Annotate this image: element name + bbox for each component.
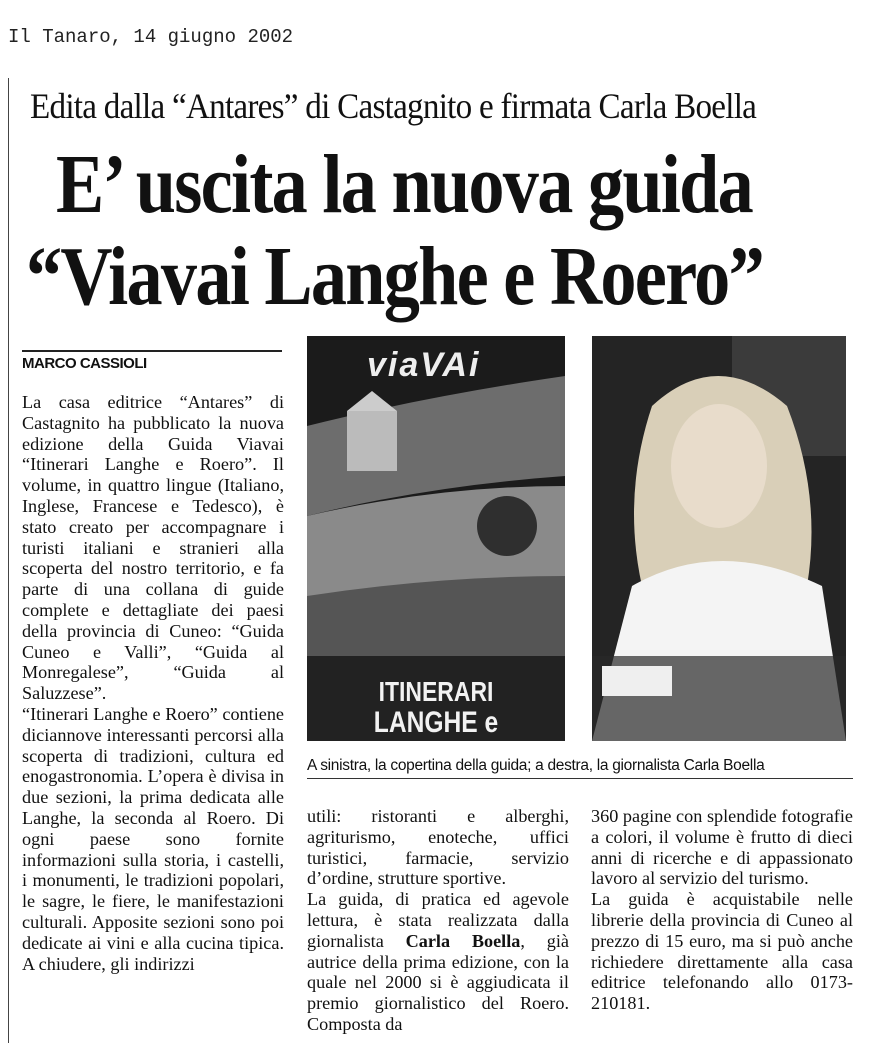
byline: MARCO CASSIOLI xyxy=(22,350,282,372)
paragraph: La casa editrice “Antares” di Castagnito ha pubblicato la nuova edizione della Guida Viavai “Itinerari Langhe e Roero”. Il volume, in quattro lingue (Italiano, Inglese, Francese e Tedesco), è stato creato per accompagnare i turisti italiani e stranieri alla scoperta del nostro territorio, e fa parte di una collana di guide complete e dettagliate dei paesi della provincia di Cuneo: “Guida Cuneo e Valli”, “Guida al Monregalese”, “Guida al Saluzzese”. xyxy=(22,392,284,704)
paragraph: 360 pagine con splendide fotografie a colori, il volume è frutto di dieci anni di ricerche e di appassionato lavoro al servizio del turismo. xyxy=(591,806,853,889)
portrait-artwork xyxy=(592,336,846,741)
cover-title-2: LANGHE e xyxy=(373,706,499,739)
column-left xyxy=(22,392,284,974)
cover-photo xyxy=(307,336,565,741)
paragraph: utili: ristoranti e alberghi, agriturismo, enoteche, uffici turistici, farmacie, servizio d’ordine, strutture sportive. xyxy=(307,806,569,889)
headline-line-2: “Viavai Langhe e Roero” xyxy=(26,230,763,323)
portrait-photo xyxy=(592,336,846,741)
photo-caption: A sinistra, la copertina della guida; a destra, la giornalista Carla Boella xyxy=(307,757,853,779)
text-run: La guida, di pratica ed agevole lettura, è stata realizzata dalla giornalista xyxy=(307,889,569,951)
column-middle xyxy=(307,806,569,1035)
column-right xyxy=(591,806,853,1014)
source-line: Il Tanaro, 14 giugno 2002 xyxy=(8,26,294,48)
text-run: , già autrice della prima edizione, con la quale nel 2000 si è aggiudicata il premio giornalistico del Roero. Composta da xyxy=(307,930,569,1034)
paragraph xyxy=(307,889,569,1035)
headline-line-1: E’ uscita la nuova guida xyxy=(56,138,753,231)
cover-title-1: ITINERARI xyxy=(378,676,494,707)
cover-logo: viaVAi xyxy=(367,346,481,384)
author-name: Carla Boella xyxy=(405,930,521,951)
kicker: Edita dalla “Antares” di Castagnito e firmata Carla Boella xyxy=(30,86,757,126)
paragraph: La guida è acquistabile nelle librerie della provincia di Cuneo al prezzo di 15 euro, ma si può anche richiedere direttamente alla casa editrice telefonando allo 0173-210181. xyxy=(591,889,853,1014)
page-rule xyxy=(8,78,9,1043)
paragraph: “Itinerari Langhe e Roero” contiene diciannove interessanti percorsi alla scoperta di tradizioni, cultura ed enogastronomia. L’opera è divisa in due sezioni, la prima dedicata alle Langhe, la seconda al Roero. Di ogni paese sono fornite informazioni sulla storia, i castelli, i monumenti, le tradizioni popolari, le sagre, le fiere, le manifestazioni culturali. Apposite sezioni sono poi dedicate ai vini e alla cucina tipica. A chiudere, gli indirizzi xyxy=(22,703,284,974)
